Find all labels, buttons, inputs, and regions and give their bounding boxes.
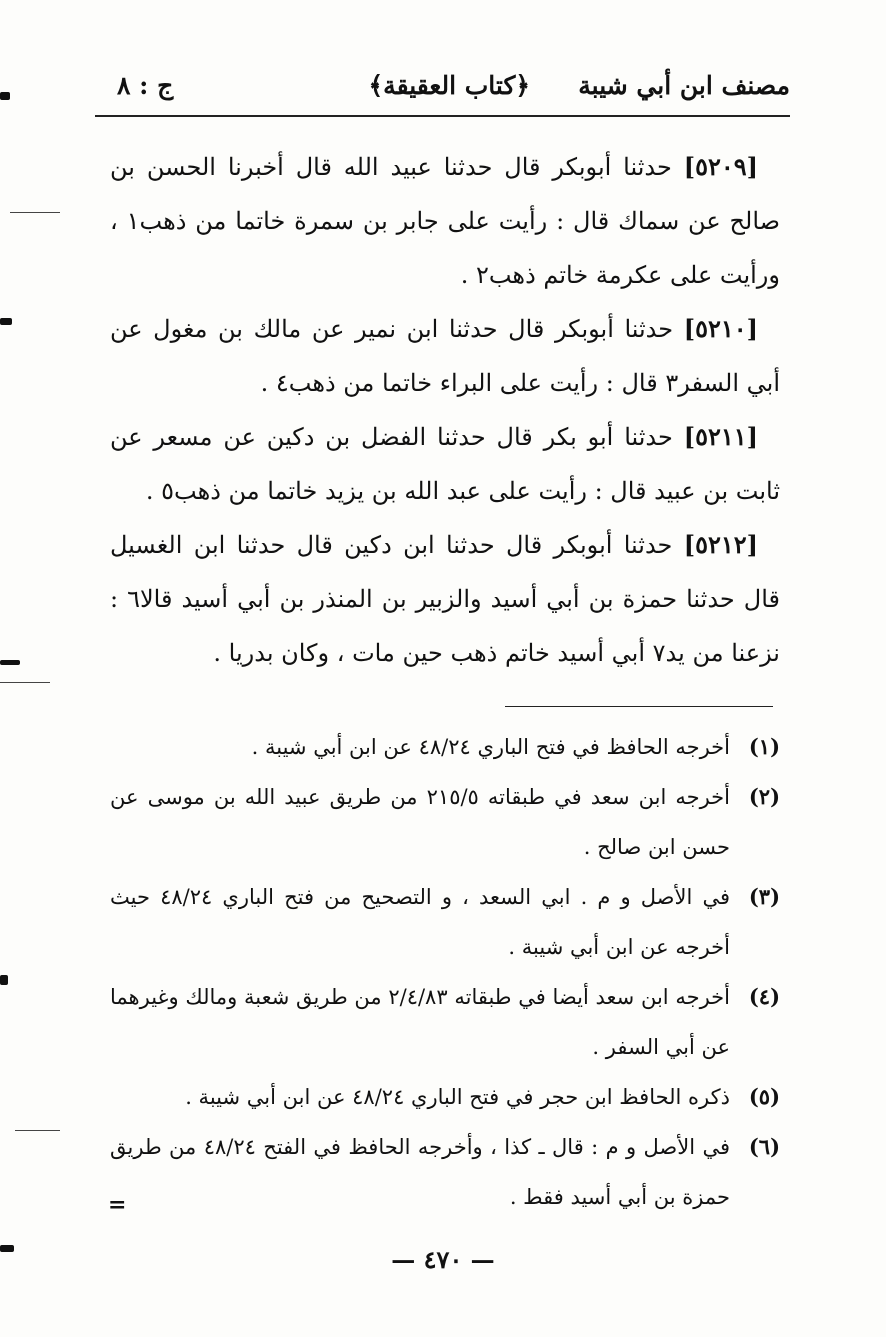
binding-mark bbox=[0, 660, 20, 665]
footnote-label: (٦) bbox=[748, 1134, 780, 1159]
hadith-entry bbox=[110, 518, 780, 680]
footnote-text: في الأصل و م . ابي السعد ، و التصحيح من فتح الباري ٤٨/٢٤ حيث أخرجه عن ابن أبي شيبة . bbox=[110, 885, 730, 959]
footnote bbox=[110, 1072, 780, 1122]
binding-mark bbox=[0, 1245, 14, 1252]
hadith-text: حدثنا أبوبكر قال حدثنا عبيد الله قال أخبرنا الحسن بن صالح عن سماك قال : رأيت على جابر بن سمرة خاتما من ذهب١ ، ورأيت على عكرمة خاتم ذهب٢ . bbox=[110, 153, 781, 289]
footnote-label: (٥) bbox=[748, 1084, 780, 1109]
volume-number: ج : ٨ bbox=[117, 71, 174, 100]
hadith-number: [٥٢١١] bbox=[683, 422, 758, 451]
book-title: مصنف ابن أبي شيبة bbox=[578, 71, 790, 100]
footnote-text: في الأصل و م : قال ـ كذا ، وأخرجه الحافظ في الفتح ٤٨/٢٤ من طريق حمزة بن أبي أسيد فقط . bbox=[110, 1135, 730, 1209]
hadith-entry bbox=[110, 410, 780, 518]
hadith-text: حدثنا أبو بكر قال حدثنا الفضل بن دكين عن مسعر عن ثابت بن عبيد قال : رأيت على عبد الله بن يزيد خاتما من ذهب٥ . bbox=[110, 423, 780, 505]
header-rule bbox=[95, 115, 790, 117]
margin-tick bbox=[15, 1130, 60, 1131]
margin-tick bbox=[10, 212, 60, 213]
binding-mark bbox=[0, 92, 10, 100]
footnote-label: (٣) bbox=[748, 884, 780, 909]
binding-mark bbox=[0, 318, 12, 325]
footnote-label: (١) bbox=[748, 734, 780, 759]
hadith-entry bbox=[110, 302, 780, 410]
hadith-entry bbox=[110, 140, 780, 302]
footnote-text: أخرجه ابن سعد في طبقاته ٢١٥/٥ من طريق عبيد الله بن موسى عن حسن ابن صالح . bbox=[110, 785, 730, 859]
hadith-number: [٥٢١٠] bbox=[683, 314, 758, 343]
binding-mark bbox=[0, 975, 8, 985]
footnote-text: أخرجه ابن سعد أيضا في طبقاته ٢/٤/٨٣ من طريق شعبة ومالك وغيرهما عن أبي السفر . bbox=[110, 985, 730, 1059]
margin-tick bbox=[0, 682, 50, 683]
hadith-text: حدثنا أبوبكر قال حدثنا ابن دكين قال حدثنا ابن الغسيل قال حدثنا حمزة بن أبي أسيد والزبير بن المنذر بن أبي أسيد قالا٦ : نزعنا من يد٧ أبي أسيد خاتم ذهب حين مات ، وكان بدريا . bbox=[110, 531, 780, 667]
footnote bbox=[110, 722, 780, 772]
chapter-title: ﴿كتاب العقيقة﴾ bbox=[368, 71, 530, 100]
footnote-separator bbox=[505, 706, 773, 707]
footnote bbox=[110, 972, 780, 1072]
continuation-mark: = bbox=[108, 1192, 127, 1218]
hadith-number: [٥٢٠٩] bbox=[683, 152, 758, 181]
hadith-text: حدثنا أبوبكر قال حدثنا ابن نمير عن مالك بن مغول عن أبي السفر٣ قال : رأيت على البراء خاتما من ذهب٤ . bbox=[110, 315, 780, 397]
footnote-label: (٤) bbox=[748, 984, 780, 1009]
footnotes bbox=[110, 722, 780, 1222]
footnote-text: أخرجه الحافظ في فتح الباري ٤٨/٢٤ عن ابن أبي شيبة . bbox=[251, 735, 730, 759]
footnote bbox=[110, 872, 780, 972]
footnote bbox=[110, 772, 780, 872]
hadith-number: [٥٢١٢] bbox=[683, 530, 758, 559]
footnote-label: (٢) bbox=[748, 784, 780, 809]
page-number: — ٤٧٠ — bbox=[391, 1245, 495, 1274]
running-header bbox=[95, 66, 790, 116]
footnote bbox=[110, 1122, 780, 1222]
footnote-text: ذكره الحافظ ابن حجر في فتح الباري ٤٨/٢٤ عن ابن أبي شيبة . bbox=[185, 1085, 730, 1109]
main-text bbox=[110, 140, 780, 680]
